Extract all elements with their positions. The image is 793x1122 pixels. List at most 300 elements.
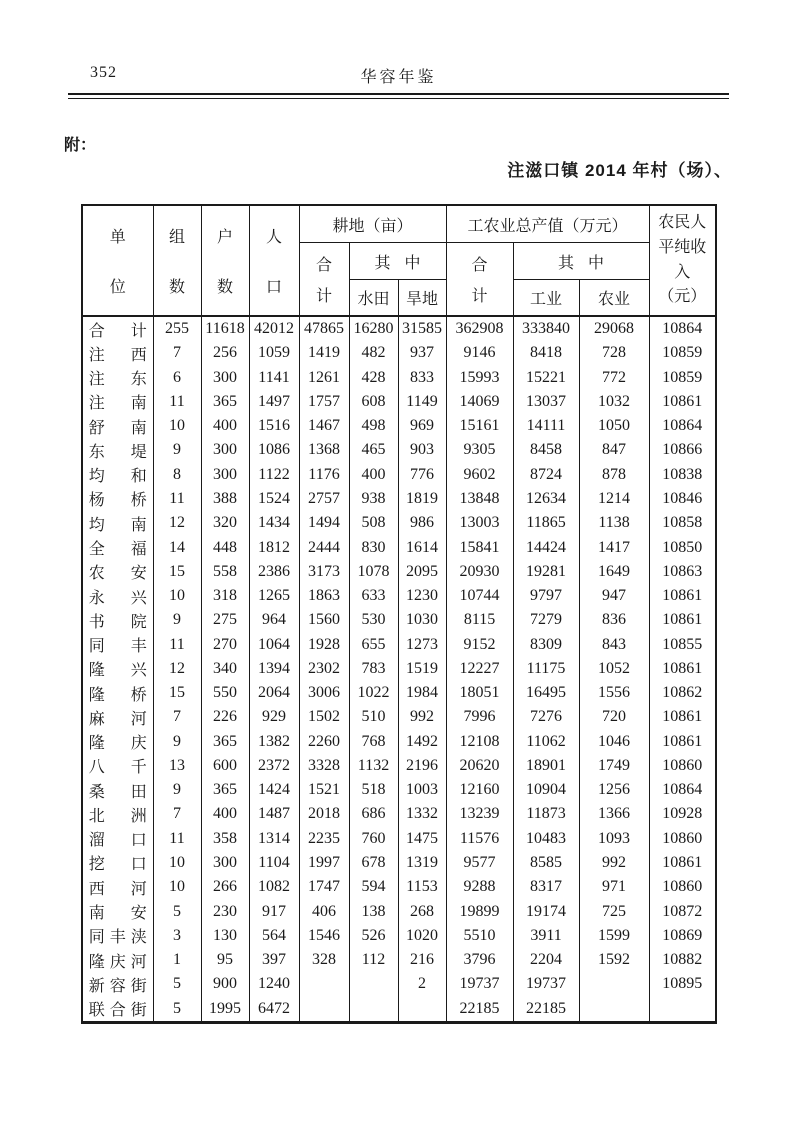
row-value: 8458 [513,438,579,462]
col-header-farmland-total: 合 计 [299,243,349,317]
row-value: 1319 [398,851,446,875]
row-value: 1592 [579,948,649,972]
row-name: 隆 庆 [82,730,153,754]
row-value: 1812 [249,535,299,559]
table-row [82,657,716,681]
row-value: 19174 [513,899,579,923]
row-value: 428 [349,366,398,390]
row-value: 10863 [649,560,716,584]
row-value: 13239 [446,802,513,826]
row-value: 320 [201,511,249,535]
row-value [349,972,398,996]
row-value: 9 [153,730,201,754]
row-value: 112 [349,948,398,972]
row-name: 注 东 [82,366,153,390]
row-value: 11576 [446,827,513,851]
row-value: 7 [153,705,201,729]
row-value: 1 [153,948,201,972]
row-value: 10 [153,584,201,608]
row-value: 986 [398,511,446,535]
table-row [82,414,716,438]
row-value: 266 [201,875,249,899]
row-value: 600 [201,754,249,778]
row-value: 1046 [579,730,649,754]
row-value: 14111 [513,414,579,438]
row-value: 7279 [513,608,579,632]
row-value: 10861 [649,851,716,875]
row-value: 9 [153,438,201,462]
row-value: 340 [201,657,249,681]
row-value: 130 [201,924,249,948]
row-value: 9602 [446,463,513,487]
col-group-output: 工农业总产值（万元） [446,205,649,243]
row-value: 969 [398,414,446,438]
row-value: 2095 [398,560,446,584]
col-header-population: 人 口 [249,205,299,316]
row-value: 300 [201,463,249,487]
row-value: 992 [579,851,649,875]
row-value: 2204 [513,948,579,972]
row-value: 300 [201,366,249,390]
row-value: 633 [349,584,398,608]
row-name: 隆 兴 [82,657,153,681]
row-value: 847 [579,438,649,462]
row-name: 南 安 [82,899,153,923]
row-value: 1052 [579,657,649,681]
row-value: 776 [398,463,446,487]
row-name: 注 南 [82,390,153,414]
row-value: 15993 [446,366,513,390]
table-row [82,316,716,341]
row-value: 14 [153,535,201,559]
row-value: 1093 [579,827,649,851]
row-value: 13037 [513,390,579,414]
row-value: 5 [153,899,201,923]
row-value: 10872 [649,899,716,923]
row-value: 15161 [446,414,513,438]
row-value: 11175 [513,657,579,681]
row-value: 1757 [299,390,349,414]
row-value: 836 [579,608,649,632]
row-value: 406 [299,899,349,923]
row-value: 19737 [446,972,513,996]
col-header-groups: 组 数 [153,205,201,316]
row-name: 均 和 [82,463,153,487]
row-value: 10866 [649,438,716,462]
row-value [299,972,349,996]
row-value: 1556 [579,681,649,705]
row-value: 15 [153,560,201,584]
row-value: 1141 [249,366,299,390]
row-value: 275 [201,608,249,632]
row-value: 10860 [649,827,716,851]
row-value: 13003 [446,511,513,535]
row-name: 合 计 [82,316,153,341]
row-value: 15 [153,681,201,705]
table-row [82,560,716,584]
row-value: 11873 [513,802,579,826]
row-value: 510 [349,705,398,729]
row-value: 9152 [446,632,513,656]
row-name: 舒 南 [82,414,153,438]
row-value: 1064 [249,632,299,656]
table-row [82,487,716,511]
row-value: 362908 [446,316,513,341]
row-value: 95 [201,948,249,972]
row-value: 138 [349,899,398,923]
row-value: 2 [398,972,446,996]
header-rule [68,93,729,99]
row-value: 1059 [249,341,299,365]
row-name: 麻 河 [82,705,153,729]
row-value: 3173 [299,560,349,584]
row-value: 1546 [299,924,349,948]
row-value: 1132 [349,754,398,778]
row-value: 2444 [299,535,349,559]
row-value: 400 [201,802,249,826]
row-value: 10861 [649,657,716,681]
row-value: 1599 [579,924,649,948]
row-value: 964 [249,608,299,632]
row-value: 9288 [446,875,513,899]
row-value: 1104 [249,851,299,875]
row-value: 1417 [579,535,649,559]
row-value: 1494 [299,511,349,535]
row-value: 11 [153,487,201,511]
row-value: 1086 [249,438,299,462]
row-value: 270 [201,632,249,656]
row-value: 10859 [649,366,716,390]
row-value: 10882 [649,948,716,972]
row-value: 917 [249,899,299,923]
row-name: 同 丰 浃 [82,924,153,948]
col-header-farmland-among: 其 中 [349,243,446,280]
row-value: 843 [579,632,649,656]
row-value: 1394 [249,657,299,681]
row-value: 10855 [649,632,716,656]
table-row [82,608,716,632]
row-value: 833 [398,366,446,390]
row-value: 15841 [446,535,513,559]
row-value: 14069 [446,390,513,414]
table-row [82,390,716,414]
row-value: 10846 [649,487,716,511]
table-row [82,438,716,462]
row-value: 783 [349,657,398,681]
row-value: 2018 [299,802,349,826]
row-value: 1649 [579,560,649,584]
row-value: 3328 [299,754,349,778]
row-value: 1419 [299,341,349,365]
row-value: 255 [153,316,201,341]
row-value: 9305 [446,438,513,462]
row-value: 365 [201,390,249,414]
row-value: 300 [201,438,249,462]
row-value: 15221 [513,366,579,390]
row-value: 465 [349,438,398,462]
row-name: 挖 口 [82,851,153,875]
row-value: 526 [349,924,398,948]
row-value: 3006 [299,681,349,705]
row-value: 947 [579,584,649,608]
row-value: 19899 [446,899,513,923]
row-value: 482 [349,341,398,365]
row-value: 6 [153,366,201,390]
row-value: 971 [579,875,649,899]
table-row [82,584,716,608]
row-value: 1032 [579,390,649,414]
row-name: 新 容 街 [82,972,153,996]
row-value: 3796 [446,948,513,972]
row-value: 5510 [446,924,513,948]
row-value: 1256 [579,778,649,802]
row-value: 5 [153,996,201,1022]
table-row [82,366,716,390]
row-value: 992 [398,705,446,729]
appendix-label: 附： [64,137,97,154]
row-value: 268 [398,899,446,923]
row-value: 10483 [513,827,579,851]
row-value [299,996,349,1022]
row-value: 2260 [299,730,349,754]
row-value: 10860 [649,875,716,899]
row-value: 10904 [513,778,579,802]
row-value [579,996,649,1022]
row-value: 226 [201,705,249,729]
row-value: 1138 [579,511,649,535]
table-header [82,205,716,316]
row-value: 6472 [249,996,299,1022]
table-body [82,316,716,1022]
row-value: 1560 [299,608,349,632]
row-value: 1149 [398,390,446,414]
row-value: 1366 [579,802,649,826]
table-row [82,948,716,972]
table-row [82,924,716,948]
row-value: 1819 [398,487,446,511]
row-name: 注 西 [82,341,153,365]
row-value: 2302 [299,657,349,681]
row-value: 608 [349,390,398,414]
row-name: 西 河 [82,875,153,899]
row-value: 8115 [446,608,513,632]
table-row [82,851,716,875]
row-value: 365 [201,730,249,754]
row-value: 1078 [349,560,398,584]
row-value: 1516 [249,414,299,438]
row-value: 1524 [249,487,299,511]
row-value: 518 [349,778,398,802]
row-value: 448 [201,535,249,559]
row-value: 558 [201,560,249,584]
row-value: 1176 [299,463,349,487]
table-row [82,972,716,996]
row-value: 1261 [299,366,349,390]
row-value: 18901 [513,754,579,778]
row-value: 16495 [513,681,579,705]
row-value: 1521 [299,778,349,802]
row-value: 10864 [649,414,716,438]
table-row [82,705,716,729]
row-name: 北 洲 [82,802,153,826]
row-value: 1475 [398,827,446,851]
row-value: 1240 [249,972,299,996]
row-value: 42012 [249,316,299,341]
row-value: 1614 [398,535,446,559]
row-name: 杨 桥 [82,487,153,511]
row-value: 230 [201,899,249,923]
col-group-farmland: 耕地（亩） [299,205,446,243]
row-value: 929 [249,705,299,729]
row-value: 1332 [398,802,446,826]
row-name: 书 院 [82,608,153,632]
row-value: 8585 [513,851,579,875]
col-header-dryland: 旱地 [398,280,446,317]
book-title: 华容年鉴 [360,69,437,86]
row-value: 938 [349,487,398,511]
row-value: 903 [398,438,446,462]
table-row [82,535,716,559]
table-title: 注滋口镇 2014 年村（场）、 [507,161,732,180]
row-value: 12227 [446,657,513,681]
table-row [82,632,716,656]
row-value: 1984 [398,681,446,705]
row-value: 29068 [579,316,649,341]
row-value: 10861 [649,608,716,632]
row-value: 937 [398,341,446,365]
row-value: 508 [349,511,398,535]
row-value: 772 [579,366,649,390]
row-value: 7 [153,341,201,365]
row-name: 溜 口 [82,827,153,851]
row-value: 14424 [513,535,579,559]
row-value: 10869 [649,924,716,948]
row-value: 8317 [513,875,579,899]
row-value: 47865 [299,316,349,341]
row-value: 550 [201,681,249,705]
row-value: 19737 [513,972,579,996]
row-value: 1082 [249,875,299,899]
row-value: 1230 [398,584,446,608]
row-name: 联 合 街 [82,996,153,1022]
row-value: 216 [398,948,446,972]
table-row [82,778,716,802]
row-value: 2386 [249,560,299,584]
row-value: 594 [349,875,398,899]
row-value: 7276 [513,705,579,729]
row-name: 农 安 [82,560,153,584]
row-value [579,972,649,996]
row-value: 830 [349,535,398,559]
row-value: 13 [153,754,201,778]
row-value: 655 [349,632,398,656]
row-value: 7996 [446,705,513,729]
col-header-industry: 工业 [513,280,579,317]
running-head [68,64,729,84]
row-value [649,996,716,1022]
row-value: 1214 [579,487,649,511]
row-name: 同 丰 [82,632,153,656]
row-value: 1368 [299,438,349,462]
row-value: 1153 [398,875,446,899]
row-value: 11062 [513,730,579,754]
table-row [82,754,716,778]
row-value: 18051 [446,681,513,705]
row-name: 东 堤 [82,438,153,462]
row-value: 7 [153,802,201,826]
row-value: 678 [349,851,398,875]
row-value: 9 [153,778,201,802]
row-value: 1863 [299,584,349,608]
row-value: 1273 [398,632,446,656]
col-header-households: 户 数 [201,205,249,316]
row-value: 1995 [201,996,249,1022]
row-name: 八 千 [82,754,153,778]
row-value: 10 [153,875,201,899]
row-value: 498 [349,414,398,438]
row-value: 728 [579,341,649,365]
row-value: 256 [201,341,249,365]
row-value: 12160 [446,778,513,802]
row-value: 10744 [446,584,513,608]
row-value: 720 [579,705,649,729]
row-value: 31585 [398,316,446,341]
row-name: 隆 庆 河 [82,948,153,972]
table-row [82,681,716,705]
table-row [82,511,716,535]
row-value: 1122 [249,463,299,487]
row-value: 10861 [649,730,716,754]
row-value: 13848 [446,487,513,511]
row-value: 1003 [398,778,446,802]
row-value: 333840 [513,316,579,341]
row-value: 10861 [649,584,716,608]
row-value: 564 [249,924,299,948]
col-header-unit: 单 位 [82,205,153,316]
row-value: 20930 [446,560,513,584]
row-value: 686 [349,802,398,826]
col-header-output-total: 合 计 [446,243,513,317]
row-name: 全 福 [82,535,153,559]
row-value: 10860 [649,754,716,778]
row-value: 8724 [513,463,579,487]
row-value: 760 [349,827,398,851]
col-header-agriculture: 农业 [579,280,649,317]
row-value: 22185 [446,996,513,1022]
row-value: 12 [153,511,201,535]
col-header-output-among: 其 中 [513,243,649,280]
row-value: 10850 [649,535,716,559]
row-value: 358 [201,827,249,851]
row-value: 12108 [446,730,513,754]
table-row [82,996,716,1022]
row-value: 10859 [649,341,716,365]
row-value: 12 [153,657,201,681]
row-value: 10864 [649,316,716,341]
row-value: 8 [153,463,201,487]
row-value: 1487 [249,802,299,826]
row-value: 5 [153,972,201,996]
row-value: 10928 [649,802,716,826]
row-value: 878 [579,463,649,487]
row-value: 10895 [649,972,716,996]
row-value: 318 [201,584,249,608]
row-name: 桑 田 [82,778,153,802]
row-value: 2196 [398,754,446,778]
row-value: 16280 [349,316,398,341]
row-value: 11 [153,827,201,851]
row-value: 20620 [446,754,513,778]
